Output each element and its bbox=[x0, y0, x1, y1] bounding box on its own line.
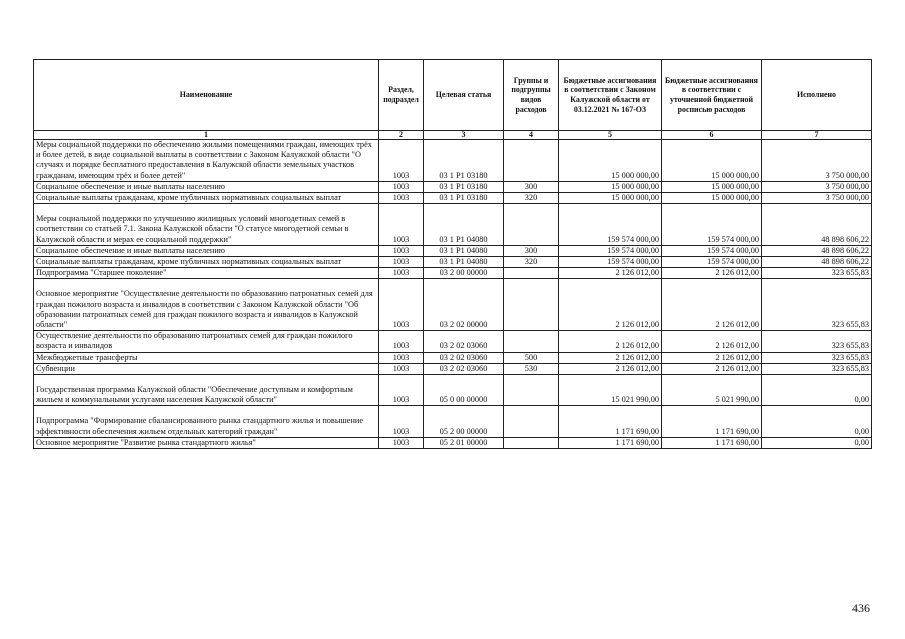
row-budget-law-cell: 159 574 000,00 bbox=[559, 245, 662, 256]
row-group-cell: 320 bbox=[504, 257, 559, 268]
row-budget-law-cell: 15 000 000,00 bbox=[559, 193, 662, 204]
row-target-cell: 03 1 P1 03180 bbox=[424, 181, 504, 192]
budget-table-sheet bbox=[33, 59, 871, 449]
row-budget-law-cell: 1 171 690,00 bbox=[559, 437, 662, 448]
row-executed-cell: 323 655,83 bbox=[762, 363, 872, 374]
table-row bbox=[34, 406, 872, 437]
row-name-cell: Субвенции bbox=[34, 363, 379, 374]
row-name-cell: Подпрограмма "Формирование сбалансированного рынка стандартного жилья и повышение эффективности обеспечения жильем отдельных категорий граждан" bbox=[34, 406, 379, 437]
row-section-cell: 1003 bbox=[379, 363, 424, 374]
row-name-cell: Социальные выплаты гражданам, кроме публичных нормативных социальных выплат bbox=[34, 257, 379, 268]
row-group-cell bbox=[504, 406, 559, 437]
row-name-cell: Осуществление деятельности по образованию патронатных семей для граждан пожилого возраста и инвалидов bbox=[34, 331, 379, 352]
row-name-cell: Меры социальной поддержки по улучшению жилищных условий многодетных семей в соответствии со статьей 7.1. Закона Калужской области "О статусе многодетной семьи в Калужской области и мерах ее социальной поддержки" bbox=[34, 204, 379, 246]
table-row bbox=[34, 375, 872, 406]
header-groups: Группы и подгруппы видов расходов bbox=[504, 60, 559, 131]
row-section-cell: 1003 bbox=[379, 375, 424, 406]
row-section-cell: 1003 bbox=[379, 352, 424, 363]
table-row bbox=[34, 437, 872, 448]
row-executed-cell: 0,00 bbox=[762, 375, 872, 406]
row-section-cell: 1003 bbox=[379, 245, 424, 256]
table-row bbox=[34, 257, 872, 268]
row-group-cell bbox=[504, 375, 559, 406]
row-executed-cell: 48 898 606,22 bbox=[762, 245, 872, 256]
row-budget-adjusted-cell: 1 171 690,00 bbox=[662, 406, 762, 437]
column-number: 2 bbox=[379, 131, 424, 140]
row-executed-cell: 48 898 606,22 bbox=[762, 204, 872, 246]
row-budget-adjusted-cell: 159 574 000,00 bbox=[662, 204, 762, 246]
row-budget-adjusted-cell: 159 574 000,00 bbox=[662, 257, 762, 268]
row-name-cell: Социальные выплаты гражданам, кроме публичных нормативных социальных выплат bbox=[34, 193, 379, 204]
row-budget-law-cell: 2 126 012,00 bbox=[559, 268, 662, 279]
row-executed-cell: 0,00 bbox=[762, 406, 872, 437]
row-executed-cell: 3 750 000,00 bbox=[762, 181, 872, 192]
row-budget-adjusted-cell: 15 000 000,00 bbox=[662, 193, 762, 204]
row-target-cell: 05 2 01 00000 bbox=[424, 437, 504, 448]
row-budget-adjusted-cell: 2 126 012,00 bbox=[662, 279, 762, 331]
row-group-cell bbox=[504, 140, 559, 182]
row-target-cell: 03 2 02 03060 bbox=[424, 331, 504, 352]
row-executed-cell: 323 655,83 bbox=[762, 352, 872, 363]
row-name-cell: Государственная программа Калужской области "Обеспечение доступным и комфортным жильем и коммунальными услугами населения Калужской области" bbox=[34, 375, 379, 406]
row-executed-cell: 3 750 000,00 bbox=[762, 140, 872, 182]
row-executed-cell: 48 898 606,22 bbox=[762, 257, 872, 268]
page-number: 436 bbox=[852, 601, 870, 615]
column-number: 3 bbox=[424, 131, 504, 140]
column-number: 1 bbox=[34, 131, 379, 140]
row-group-cell: 300 bbox=[504, 181, 559, 192]
row-budget-law-cell: 159 574 000,00 bbox=[559, 204, 662, 246]
row-name-cell: Социальное обеспечение и иные выплаты населению bbox=[34, 245, 379, 256]
row-target-cell: 03 1 P1 04080 bbox=[424, 245, 504, 256]
row-group-cell: 300 bbox=[504, 245, 559, 256]
row-name-cell: Межбюджетные трансферты bbox=[34, 352, 379, 363]
header-section: Раздел, подраздел bbox=[379, 60, 424, 131]
row-budget-adjusted-cell: 2 126 012,00 bbox=[662, 363, 762, 374]
row-target-cell: 03 1 P1 03180 bbox=[424, 140, 504, 182]
row-group-cell: 320 bbox=[504, 193, 559, 204]
row-section-cell: 1003 bbox=[379, 193, 424, 204]
row-budget-law-cell: 2 126 012,00 bbox=[559, 352, 662, 363]
row-target-cell: 03 1 P1 03180 bbox=[424, 193, 504, 204]
row-budget-adjusted-cell: 2 126 012,00 bbox=[662, 331, 762, 352]
row-budget-law-cell: 2 126 012,00 bbox=[559, 363, 662, 374]
table-row bbox=[34, 140, 872, 182]
row-budget-adjusted-cell: 159 574 000,00 bbox=[662, 245, 762, 256]
row-budget-adjusted-cell: 1 171 690,00 bbox=[662, 437, 762, 448]
row-section-cell: 1003 bbox=[379, 437, 424, 448]
row-target-cell: 05 2 00 00000 bbox=[424, 406, 504, 437]
row-name-cell: Подпрограмма "Старшее поколение" bbox=[34, 268, 379, 279]
header-budget-law: Бюджетные ассигнования в соответствии с Законом Калужской области от 03.12.2021 № 167-ОЗ bbox=[559, 60, 662, 131]
row-budget-adjusted-cell: 15 000 000,00 bbox=[662, 181, 762, 192]
row-target-cell: 03 2 02 00000 bbox=[424, 279, 504, 331]
row-budget-law-cell: 2 126 012,00 bbox=[559, 331, 662, 352]
row-budget-law-cell: 15 000 000,00 bbox=[559, 140, 662, 182]
row-group-cell: 500 bbox=[504, 352, 559, 363]
header-target: Целевая статья bbox=[424, 60, 504, 131]
row-budget-adjusted-cell: 2 126 012,00 bbox=[662, 352, 762, 363]
table-row bbox=[34, 331, 872, 352]
row-group-cell bbox=[504, 268, 559, 279]
header-budget-adjusted: Бюджетные ассигнования в соответствии с уточненной бюджетной росписью расходов bbox=[662, 60, 762, 131]
table-row bbox=[34, 193, 872, 204]
table-row bbox=[34, 279, 872, 331]
header-row bbox=[34, 60, 872, 131]
row-name-cell: Меры социальной поддержки по обеспечению жилыми помещениями граждан, имеющих трёх и более детей, в виде социальной выплаты в соответствии с Законом Калужской области "О случаях и порядке бесплатного предоставления в Калужской области земельных участков гражданам, имеющим трёх и более детей" bbox=[34, 140, 379, 182]
row-group-cell: 530 bbox=[504, 363, 559, 374]
row-section-cell: 1003 bbox=[379, 204, 424, 246]
row-executed-cell: 0,00 bbox=[762, 437, 872, 448]
row-section-cell: 1003 bbox=[379, 181, 424, 192]
column-number: 5 bbox=[559, 131, 662, 140]
row-group-cell bbox=[504, 204, 559, 246]
row-name-cell: Основное мероприятие "Осуществление деятельности по образованию патронатных семей для граждан пожилого возраста и инвалидов в соответствии с Законом Калужской области "Об образовании патронатных семей для граждан пожилого возраста и инвалидов в Калужской области" bbox=[34, 279, 379, 331]
row-name-cell: Социальное обеспечение и иные выплаты населению bbox=[34, 181, 379, 192]
row-group-cell bbox=[504, 331, 559, 352]
table-row bbox=[34, 204, 872, 246]
row-budget-adjusted-cell: 15 000 000,00 bbox=[662, 140, 762, 182]
row-target-cell: 03 2 02 03060 bbox=[424, 352, 504, 363]
row-section-cell: 1003 bbox=[379, 140, 424, 182]
row-section-cell: 1003 bbox=[379, 406, 424, 437]
row-target-cell: 03 1 P1 04080 bbox=[424, 204, 504, 246]
row-target-cell: 05 0 00 00000 bbox=[424, 375, 504, 406]
row-target-cell: 03 1 P1 04080 bbox=[424, 257, 504, 268]
header-name: Наименование bbox=[34, 60, 379, 131]
row-budget-law-cell: 1 171 690,00 bbox=[559, 406, 662, 437]
row-budget-law-cell: 15 000 000,00 bbox=[559, 181, 662, 192]
column-number-row bbox=[34, 131, 872, 140]
row-section-cell: 1003 bbox=[379, 279, 424, 331]
row-name-cell: Основное мероприятие "Развитие рынка стандартного жилья" bbox=[34, 437, 379, 448]
table-row bbox=[34, 268, 872, 279]
column-number: 6 bbox=[662, 131, 762, 140]
table-body bbox=[34, 140, 872, 449]
row-budget-adjusted-cell: 2 126 012,00 bbox=[662, 268, 762, 279]
header-executed: Исполнено bbox=[762, 60, 872, 131]
table-row bbox=[34, 352, 872, 363]
row-target-cell: 03 2 00 00000 bbox=[424, 268, 504, 279]
budget-table bbox=[33, 59, 872, 449]
table-row bbox=[34, 363, 872, 374]
row-executed-cell: 323 655,83 bbox=[762, 268, 872, 279]
row-budget-law-cell: 159 574 000,00 bbox=[559, 257, 662, 268]
row-executed-cell: 3 750 000,00 bbox=[762, 193, 872, 204]
row-section-cell: 1003 bbox=[379, 331, 424, 352]
row-group-cell bbox=[504, 437, 559, 448]
table-row bbox=[34, 181, 872, 192]
column-number: 7 bbox=[762, 131, 872, 140]
row-budget-adjusted-cell: 5 021 990,00 bbox=[662, 375, 762, 406]
column-number: 4 bbox=[504, 131, 559, 140]
row-section-cell: 1003 bbox=[379, 268, 424, 279]
row-section-cell: 1003 bbox=[379, 257, 424, 268]
row-budget-law-cell: 2 126 012,00 bbox=[559, 279, 662, 331]
row-executed-cell: 323 655,83 bbox=[762, 279, 872, 331]
row-target-cell: 03 2 02 03060 bbox=[424, 363, 504, 374]
row-budget-law-cell: 15 021 990,00 bbox=[559, 375, 662, 406]
table-row bbox=[34, 245, 872, 256]
row-group-cell bbox=[504, 279, 559, 331]
row-executed-cell: 323 655,83 bbox=[762, 331, 872, 352]
